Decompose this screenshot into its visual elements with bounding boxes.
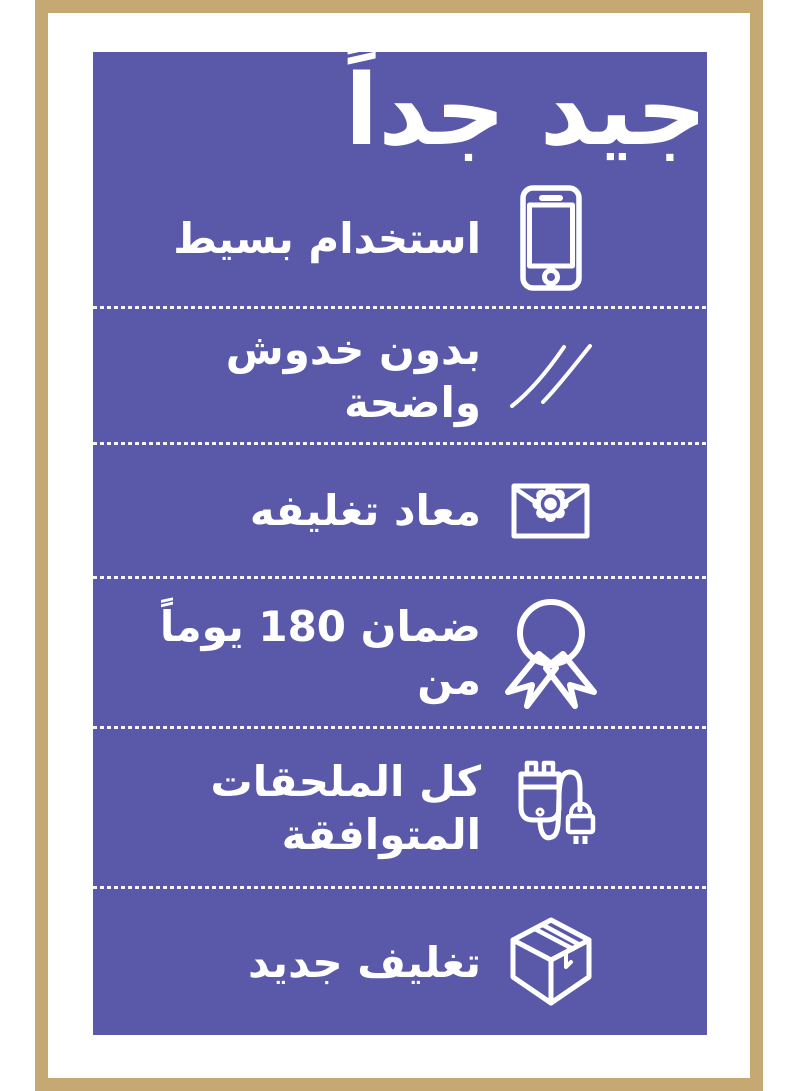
feature-label-accessories: كل الملحقات المتوافقة bbox=[210, 756, 481, 859]
feature-label-warranty: ضمان 180 يوماً من bbox=[159, 601, 481, 704]
feature-row-repackaged bbox=[93, 445, 707, 576]
scratches-icon bbox=[495, 341, 607, 411]
feature-label-repackaged: معاد تغليفه bbox=[249, 486, 481, 535]
feature-label-new-packaging: تغليف جديد bbox=[248, 937, 481, 987]
package-box-icon bbox=[495, 916, 607, 1008]
feature-label-usage: استخدام بسيط bbox=[173, 213, 481, 263]
feature-label-no-scratches: بدون خدوش واضحة bbox=[225, 324, 481, 427]
feature-row-usage bbox=[93, 170, 707, 306]
smartphone-icon bbox=[495, 185, 607, 291]
card-title: جيد جداً bbox=[344, 54, 707, 168]
usb-cable-icon bbox=[495, 760, 607, 856]
feature-row-no-scratches bbox=[93, 309, 707, 442]
feature-row-new-packaging bbox=[93, 889, 707, 1035]
warranty-medal-icon bbox=[495, 596, 607, 710]
condition-card bbox=[93, 52, 707, 1035]
feature-row-accessories bbox=[93, 729, 707, 886]
feature-row-warranty bbox=[93, 579, 707, 726]
sealed-envelope-icon bbox=[495, 481, 607, 541]
